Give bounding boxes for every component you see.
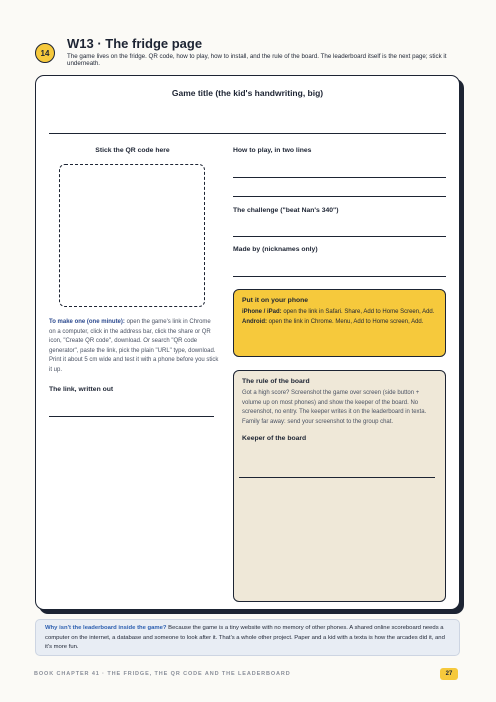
- qr-heading: Stick the QR code here: [95, 147, 170, 154]
- step-number-badge: 14: [35, 43, 55, 63]
- android-label: Android:: [242, 318, 267, 325]
- made-by-line: [233, 276, 446, 277]
- board-rule-text: Got a high score? Screenshot the game over screen (side button + volume up on most phones) and show the keeper of the board. No screenshot, no entry. The keeper writes it on the leaderboard in texta. Family far away: send your screenshot to the group chat.: [242, 390, 427, 425]
- game-title-writing-line: [49, 133, 446, 134]
- qr-instructions-lead: To make one (one minute):: [49, 319, 125, 325]
- page-number: 27: [440, 668, 458, 680]
- how-to-play-line-1: [233, 177, 446, 178]
- install-heading: Put it on your phone: [242, 297, 309, 304]
- game-title-label: Game title (the kid's handwriting, big): [171, 88, 324, 98]
- keeper-label: Keeper of the board: [242, 435, 307, 443]
- link-heading: The link, written out: [49, 386, 114, 393]
- note-question: Why isn't the leaderboard inside the game?: [45, 625, 167, 631]
- board-rule-box: [233, 370, 446, 602]
- qr-code-placeholder: [59, 164, 205, 307]
- made-by-label: Made by (nicknames only): [233, 246, 318, 253]
- qr-instructions-body: open the game's link in Chrome on a computer, click in the address bar, click the share or QR icon, "Create QR code", download. Or search "QR code generator", paste the link, pick the plain "URL" type, download. Print it about 5 cm wide and test it with a phone before you stick it up.: [49, 319, 219, 373]
- leaderboard-note: [35, 619, 460, 656]
- page-subtitle: The game lives on the fridge. QR code, how to play, how to install, and the rule of the board. The leaderboard itself is the next page; stick it underneath.: [67, 53, 447, 68]
- how-to-play-label: How to play, in two lines: [233, 147, 312, 154]
- install-iphone: [242, 308, 437, 318]
- install-instructions-box: [233, 289, 446, 357]
- iphone-text: open the link in Safari. Share, Add to Home Screen, Add.: [281, 309, 435, 315]
- challenge-line: [233, 236, 446, 237]
- page-title: W13 · The fridge page: [67, 36, 203, 51]
- board-rule-heading: The rule of the board: [242, 378, 310, 385]
- how-to-play-line-2: [233, 196, 446, 197]
- note-answer: Because the game is a tiny website with no memory of other phones. A shared online scoreboard needs a computer on the internet, a database and someone to look after it. That's a whole other project. Paper and a kid with a texta is how the arcades did it, and it's more fun.: [45, 625, 445, 651]
- qr-instructions: [49, 318, 219, 376]
- link-writing-line: [49, 416, 214, 417]
- challenge-label: The challenge ("beat Nan's 340"): [233, 207, 339, 214]
- iphone-label: iPhone / iPad:: [242, 309, 282, 315]
- keeper-writing-line: [239, 477, 435, 478]
- install-android: [242, 318, 437, 328]
- footer-chapter: BOOK CHAPTER 41 · THE FRIDGE, THE QR CODE AND THE LEADERBOARD: [34, 671, 291, 677]
- android-text: open the link in Chrome. Menu, Add to Home screen, Add.: [267, 318, 424, 325]
- worksheet-card: [35, 75, 460, 610]
